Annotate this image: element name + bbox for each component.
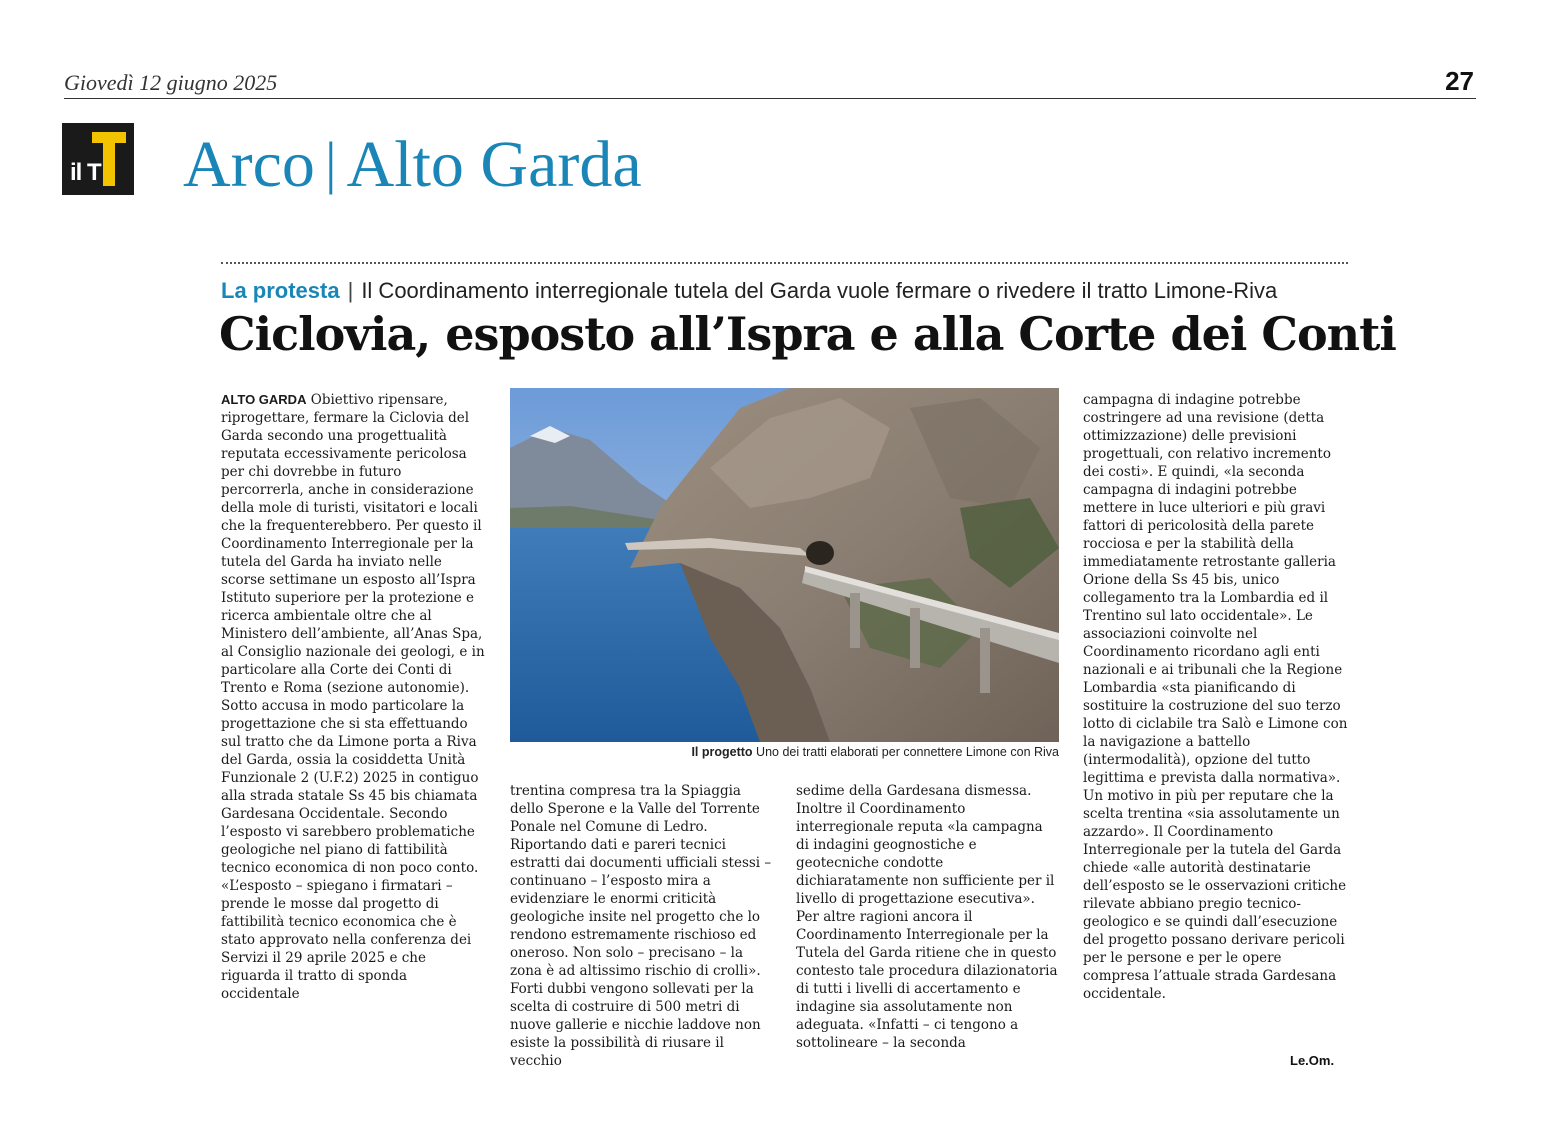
kicker-separator: | xyxy=(347,278,354,303)
article-column-1 xyxy=(221,391,485,1091)
kicker xyxy=(221,278,1277,304)
section-title-left: Arco xyxy=(183,128,315,201)
kicker-text: Il Coordinamento interregionale tutela del Garda vuole fermare o rivedere il tratto Limone-Riva xyxy=(361,278,1278,303)
newspaper-logo xyxy=(62,123,134,195)
page-number: 27 xyxy=(1445,66,1474,96)
logo-text: il T xyxy=(70,159,101,186)
article-dateline: ALTO GARDA xyxy=(221,392,307,407)
article-photo xyxy=(510,388,1059,742)
section-title-right: Alto Garda xyxy=(346,128,642,201)
section-title xyxy=(183,128,642,201)
photo-caption-text: Uno dei tratti elaborati per connettere Limone con Riva xyxy=(756,745,1059,759)
article-column-2: trentina compresa tra la Spiaggia dello Sperone e la Valle del Torrente Ponale nel Comune di Ledro. Riportando dati e pareri tecnici estratti dai documenti ufficiali stessi – continuano – l’esposto mira a evidenziare le enormi criticità geologiche insite nel progetto che lo rendono estremamente rischioso ed oneroso. Non solo – precisano – la zona è ad altissimo rischio di crolli». Forti dubbi vengono sollevati per la scelta di costruire di 500 metri di nuove gallerie e nicchie laddove non esiste la possibilità di riusare il vecchio xyxy=(510,783,772,1069)
article-column-1-text: Obiettivo ripensare, riprogettare, fermare la Ciclovia del Garda secondo una progettualità reputata eccessivamente pericolosa per chi dovrebbe in futuro percorrerla, anche in considerazione della mole di turisti, visitatori e locali che la frequenterebbero. Per questo il Coordinamento Interregionale per la tutela del Garda ha inviato nelle scorse settimane un esposto all’Ispra Istituto superiore per la protezione e ricerca ambientale oltre che al Ministero dell’ambiente, all’Anas Spa, al Consiglio nazionale dei geologi, e in particolare alla Corte dei Conti di Trento e Roma (sezione autonomie). Sotto accusa in modo particolare la progettazione che si sta effettuando sul tratto che da Limone porta a Riva del Garda, ossia la cosiddetta Unità Funzionale 2 (U.F.2) 2025 in contiguo alla strada statale Ss 45 bis chiamata Gardesana Occidentale. Secondo l’esposto vi sarebbero problematiche geologiche nel piano di fattibilità tecnico economica di non poco conto. «L’esposto – spiegano i firmatari – prende le mosse dal progetto di fattibilità tecnico economica che è stato approvato nella conferenza dei Servizi il 29 aprile 2025 e che riguarda il tratto di sponda occidentale xyxy=(221,392,485,1002)
logo-t-stem xyxy=(103,132,115,186)
photo-caption-label: Il progetto xyxy=(691,745,753,759)
article-column-4: campagna di indagine potrebbe costringere ad una revisione (detta ottimizzazione) delle previsioni progettuali, con relativo incremento dei costi». E quindi, «la seconda campagna di indagini potrebbe mettere in luce ulteriori e più gravi fattori di pericolosità della parete rocciosa e per la stabilità della immediatamente retrostante galleria Orione della Ss 45 bis, unico collegamento tra la Lombardia ed il Trentino sul lato occidentale». Le associazioni coinvolte nel Coordinamento ricordano agli enti nazionali e ai tribunali che la Regione Lombardia «sta pianificando di sostituire la costruzione del suo terzo lotto di ciclabile tra Salò e Limone con la navigazione a battello (intermodalità), opzione del tutto legittima e prevista dalla normativa». Un motivo in più per reputare che la scelta trentina «sia assolutamente un azzardo». Il Coordinamento Interregionale per la tutela del Garda chiede «alle autorità destinatarie dell’esposto se le osservazioni critiche rilevate abbiano pregio tecnico-geologico e se quindi dall’esecuzione del progetto possano derivare pericoli per le persone e per le opere compresa l’attuale strada Gardesana occidentale. xyxy=(1083,392,1348,1002)
page-date: Giovedì 12 giugno 2025 xyxy=(64,70,278,95)
photo-lake-cliff-road xyxy=(510,388,1059,742)
photo-caption xyxy=(510,745,1059,759)
article-signature: Le.Om. xyxy=(1290,1053,1335,1068)
article-column-3: sedime della Gardesana dismessa. Inoltre il Coordinamento interregionale reputa «la campagna di indagini geognostiche e geotecniche condotte dichiaratamente non sufficiente per il livello di progettazione esecutiva». Per altre ragioni ancora il Coordinamento Interregionale per la Tutela del Garda ritiene che in questo contesto tale procedura dilazionatoria di tutti i livelli di accertamento e indagine sia assolutamente non adeguata. «Infatti – ci tengono a sottolineare – la seconda xyxy=(796,783,1058,1051)
header-rule xyxy=(64,98,1476,99)
dotted-divider xyxy=(221,262,1348,264)
section-separator: | xyxy=(324,130,337,195)
headline: Ciclovia, esposto all’Ispra e alla Corte dei Conti xyxy=(219,307,1396,361)
kicker-label: La protesta xyxy=(221,278,340,303)
